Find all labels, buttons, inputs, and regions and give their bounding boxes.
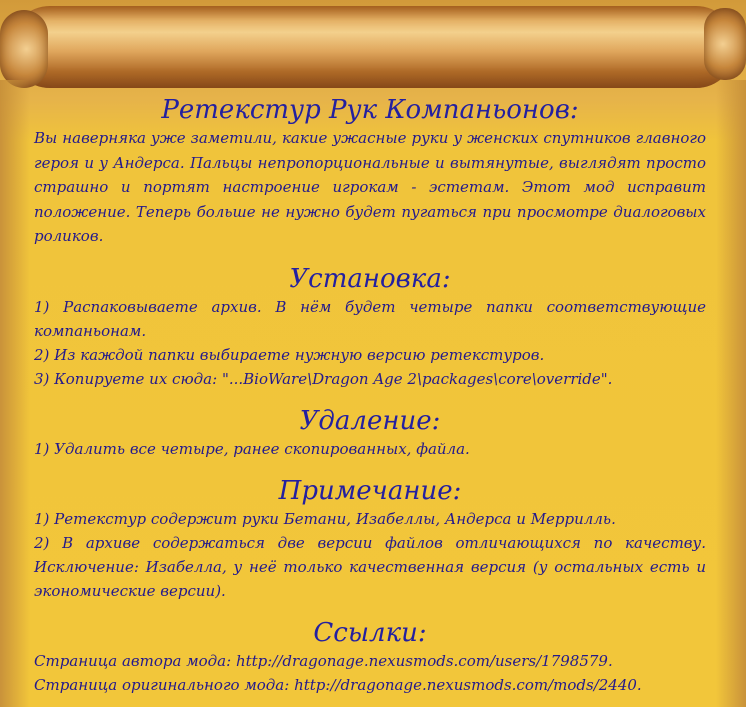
links-heading: Ссылки: xyxy=(313,617,427,648)
page-title: Ретекстур Рук Компаньонов: xyxy=(161,95,579,125)
install-heading: Установка: xyxy=(289,263,451,294)
scroll-roll-left-end xyxy=(0,10,48,88)
scroll-roll-top xyxy=(10,6,736,88)
scroll-roll-right-end xyxy=(704,8,746,80)
note-item: 2) В архиве содержаться две версии файлов отличающихся по качеству. Исключение: Изабелла, у неё только качественная версия (у остальных есть и экономические версии). xyxy=(34,533,706,600)
intro-text: Вы наверняка уже заметили, какие ужасные руки у женских спутников главного героя и у Андерса. Пальцы непропорциональные и вытянутые, выглядят просто страшно и портят настроение игрокам - эстетам. Этот мод исправит положение. Теперь больше не нужно будет пугаться при просмотре диалоговых роликов. xyxy=(34,129,706,245)
notes-heading: Примечание: xyxy=(278,475,462,506)
install-step: 2) Из каждой папки выбираете нужную версию ретекстуров. xyxy=(34,345,545,364)
install-step: 1) Распаковываете архив. В нём будет четыре папки соответствующие компаньонам. xyxy=(34,297,706,340)
remove-step: 1) Удалить все четыре, ранее скопированных, файла. xyxy=(34,439,470,458)
install-step: 3) Копируете их сюда: "...BioWare\Dragon Age 2\packages\core\override". xyxy=(34,369,613,388)
note-item: 1) Ретекстур содержит руки Бетани, Изабеллы, Андерса и Меррилль. xyxy=(34,509,616,528)
intro-block xyxy=(34,126,706,249)
scroll-edge-left xyxy=(0,80,30,707)
original-mod-link[interactable]: Страница оригинального мода: http://dragonage.nexusmods.com/mods/2440. xyxy=(34,675,642,694)
author-link[interactable]: Страница автора мода: http://dragonage.nexusmods.com/users/1798579. xyxy=(34,651,613,670)
scroll-content xyxy=(34,94,706,697)
remove-heading: Удаление: xyxy=(299,405,441,436)
scroll-edge-right xyxy=(716,80,746,707)
